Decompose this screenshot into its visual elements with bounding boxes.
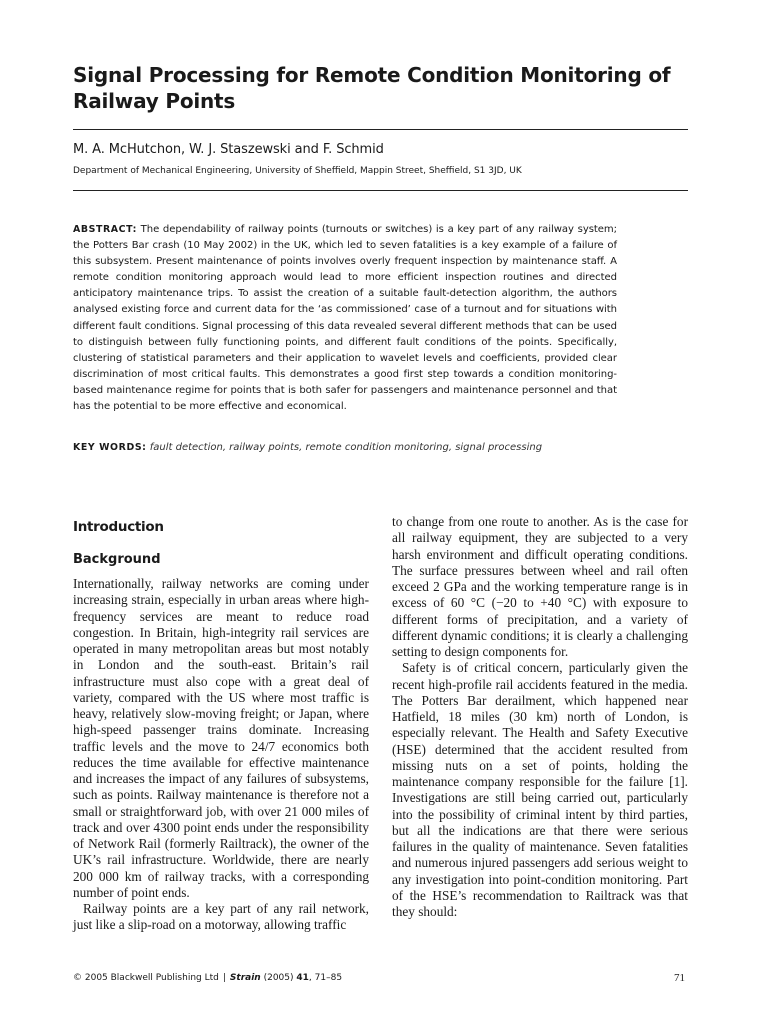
- paper-title: Signal Processing for Remote Condition Monitoring of Railway Points: [73, 63, 671, 113]
- keywords-text: fault detection, railway points, remote condition monitoring, signal processing: [149, 442, 543, 453]
- body-paragraph: to change from one route to another. As is the case for all railway equipment, they are subjected to a very harsh environment and difficult operating conditions. The surface pressures between wheel and rail often exceed 2 GPa and the working temperature range is in excess of 60 °C (−20 to +40 °C) with exposure to different forms of precipitation, and a variety of different dynamic conditions; it is clearly a challenging setting to design components for.: [392, 514, 688, 659]
- footer-citation: © 2005 Blackwell Publishing Ltd | Strain (2005) 41, 71–85: [73, 973, 343, 983]
- keywords: [73, 442, 542, 453]
- abstract-text: The dependability of railway points (turnouts or switches) is a key part of any railway system; the Potters Bar crash (10 May 2002) in the UK, which led to seven fatalities is a key example of a failure of this subsystem. Present maintenance of points involves overly frequent inspection by maintenance staff. A remote condition monitoring approach would lead to more efficient inspection routines and directed anticipatory maintenance trips. To assist the creation of a suitable fault-detection algorithm, the authors analysed existing force and current data for the ‘as commissioned’ case of a turnout and for situations with different fault conditions. Signal processing of this data revealed several different methods that can be used to distinguish between fully functioning points, and different fault conditions of the points. Specifically, clustering of statistical parameters and their application to wavelet levels and coefficients, provided clear discrimination of most critical faults. This demonstrates a good first step towards a condition monitoring-based maintenance regime for points that is both safer for passengers and maintenance personnel and that has the potential to be more effective and economical.: [73, 224, 617, 413]
- footer-volume: 41: [296, 973, 309, 983]
- abstract: [73, 222, 617, 415]
- authors: M. A. McHutchon, W. J. Staszewski and F. Schmid: [73, 142, 384, 157]
- affiliation: Department of Mechanical Engineering, University of Sheffield, Mappin Street, Sheffield, S1 3JD, UK: [73, 166, 522, 176]
- footer-pages: , 71–85: [308, 973, 343, 983]
- page-number: 71: [674, 972, 685, 984]
- footer-journal: Strain: [229, 973, 261, 983]
- subsection-heading-background: Background: [73, 552, 161, 567]
- right-column: [392, 514, 688, 920]
- body-paragraph: Railway points are a key part of any rail network, just like a slip-road on a motorway, allowing traffic: [73, 901, 369, 933]
- left-column: [73, 576, 369, 934]
- abstract-label: ABSTRACT:: [73, 224, 137, 235]
- title-rule: [73, 129, 688, 130]
- body-paragraph: Internationally, railway networks are coming under increasing strain, especially in urban areas where high-frequency services are meant to reduce road congestion. In Britain, high-integrity rail services are operated in many metropolitan areas but most notably in London and the south-east. Britain’s rail infrastructure must also cope with a great deal of variety, compared with the US where most traffic is heavy, relatively slow-moving freight; or Japan, where high-speed passenger trains dominate. Increasing traffic levels and the move to 24/7 economics both reduces the time available for effective maintenance and increases the impact of any failures of subsystems, such as points. Railway maintenance is therefore not a small or straightforward job, with over 21 000 miles of track and over 4300 point ends under the responsibility of Network Rail (formerly Railtrack), the owner of the UK’s rail infrastructure. Worldwide, there are nearly 200 000 km of railway tracks, with a corresponding number of point ends.: [73, 576, 369, 900]
- footer-copyright: © 2005 Blackwell Publishing Ltd: [73, 973, 219, 983]
- keywords-label: KEY WORDS:: [73, 442, 147, 453]
- footer-year: (2005): [263, 973, 294, 983]
- body-paragraph: Safety is of critical concern, particularly given the recent high-profile rail accidents featured in the media. The Potters Bar derailment, which happened near Hatfield, 18 miles (30 km) north of London, is especially relevant. The Health and Safety Executive (HSE) determined that the accident resulted from missing nuts on a set of points, holding the maintenance company responsible for the failure [1]. Investigations are still being carried out, particularly into the possibility of criminal intent by third parties, but all the indications are that there were serious failures in the quality of maintenance. Seven fatalities and numerous injured passengers add serious weight to any investigation into point-condition monitoring. Part of the HSE’s recommendation to Railtrack was that they should:: [392, 660, 688, 919]
- section-heading-introduction: Introduction: [73, 519, 164, 535]
- header-rule: [73, 190, 688, 191]
